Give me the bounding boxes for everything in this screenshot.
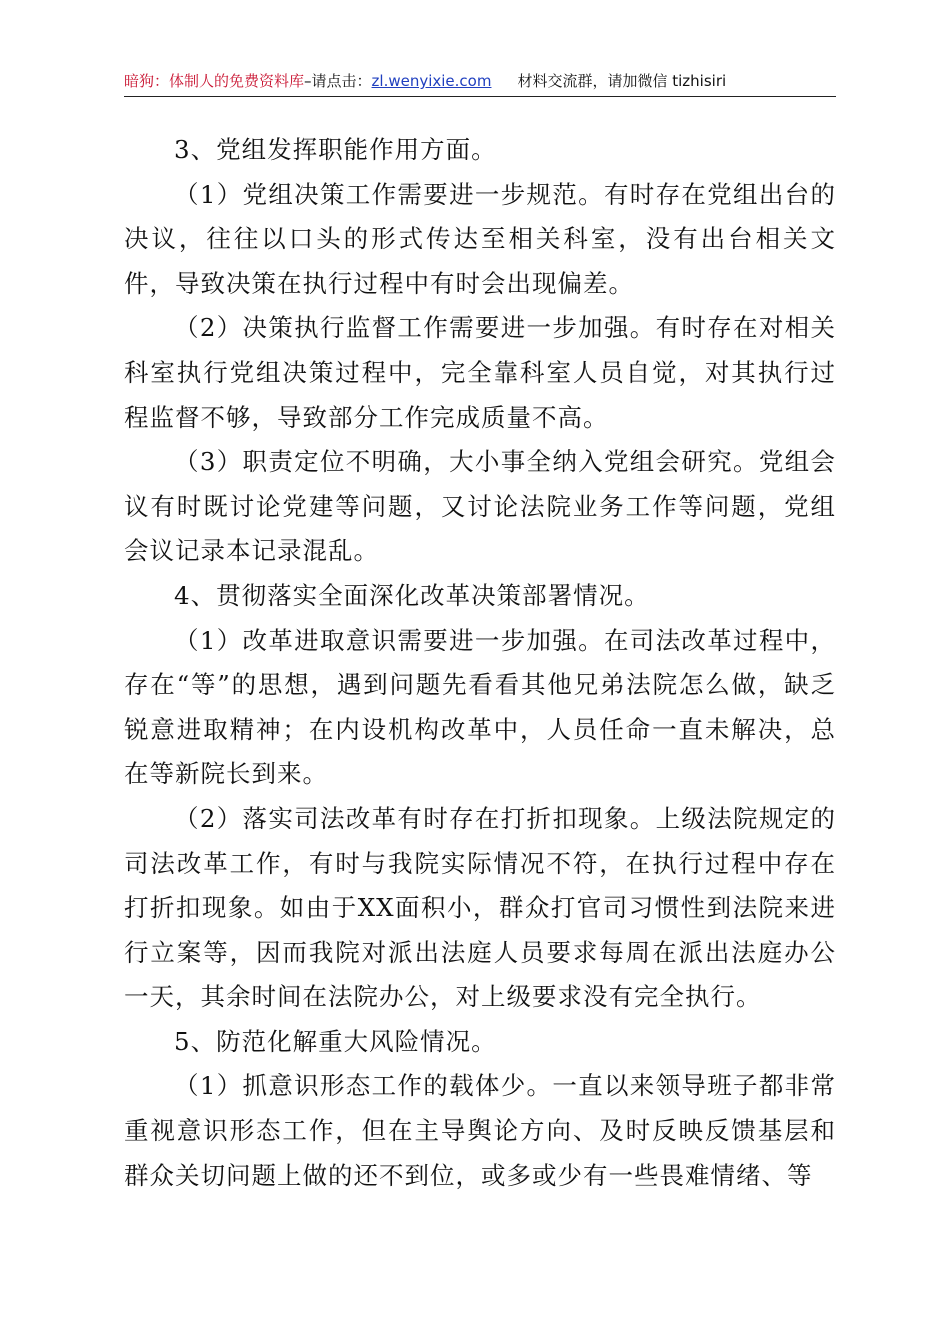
paragraph: （1）改革进取意识需要进一步加强。在司法改革过程中，存在“等”的思想，遇到问题先看看其他兄弟法院怎么做，缺乏锐意进取精神；在内设机构改革中，人员任命一直未解决，总在等新院长到来。 <box>124 625 836 789</box>
paragraph: （2）落实司法改革有时存在打折扣现象。上级法院规定的司法改革工作，有时与我院实际情况不符，在执行过程中存在打折扣现象。如由于XX面积小，群众打官司习惯性到法院来进行立案等，因而我院对派出法庭人员要求每周在派出法庭办公一天，其余时间在法院办公，对上级要求没有完全执行。 <box>124 803 836 1012</box>
header-brand: 暗狗：体制人的免费资料库 <box>124 72 305 90</box>
paragraph: （1）党组决策工作需要进一步规范。有时存在党组出台的决议，往往以口头的形式传达至相关科室，没有出台相关文件，导致决策在执行过程中有时会出现偏差。 <box>124 179 836 298</box>
section-heading-5: 5、防范化解重大风险情况。 <box>174 1026 497 1056</box>
paragraph: （2）决策执行监督工作需要进一步加强。有时存在对相关科室执行党组决策过程中，完全靠科室人员自觉，对其执行过程监督不够，导致部分工作完成质量不高。 <box>124 313 836 432</box>
page-header <box>124 70 836 92</box>
paragraph: （1）抓意识形态工作的载体少。一直以来领导班子都非常重视意识形态工作，但在主导舆论方向、及时反映反馈基层和群众关切问题上做的还不到位，或多或少有一些畏难情绪、等 <box>124 1071 836 1190</box>
paragraph: （3）职责定位不明确，大小事全纳入党组会研究。党组会议有时既讨论党建等问题，又讨论法院业务工作等问题，党组会议记录本记录混乱。 <box>124 447 836 566</box>
header-contact: 材料交流群，请加微信 tizhisiri <box>517 72 727 90</box>
section-heading-4: 4、贯彻落实全面深化改革决策部署情况。 <box>174 580 650 610</box>
section-heading-3: 3、党组发挥职能作用方面。 <box>174 135 497 164</box>
document-body <box>124 128 836 1198</box>
header-click-text: –请点击： <box>304 72 372 90</box>
header-divider <box>124 96 836 97</box>
header-link[interactable]: zl.wenyixie.com <box>371 72 492 90</box>
